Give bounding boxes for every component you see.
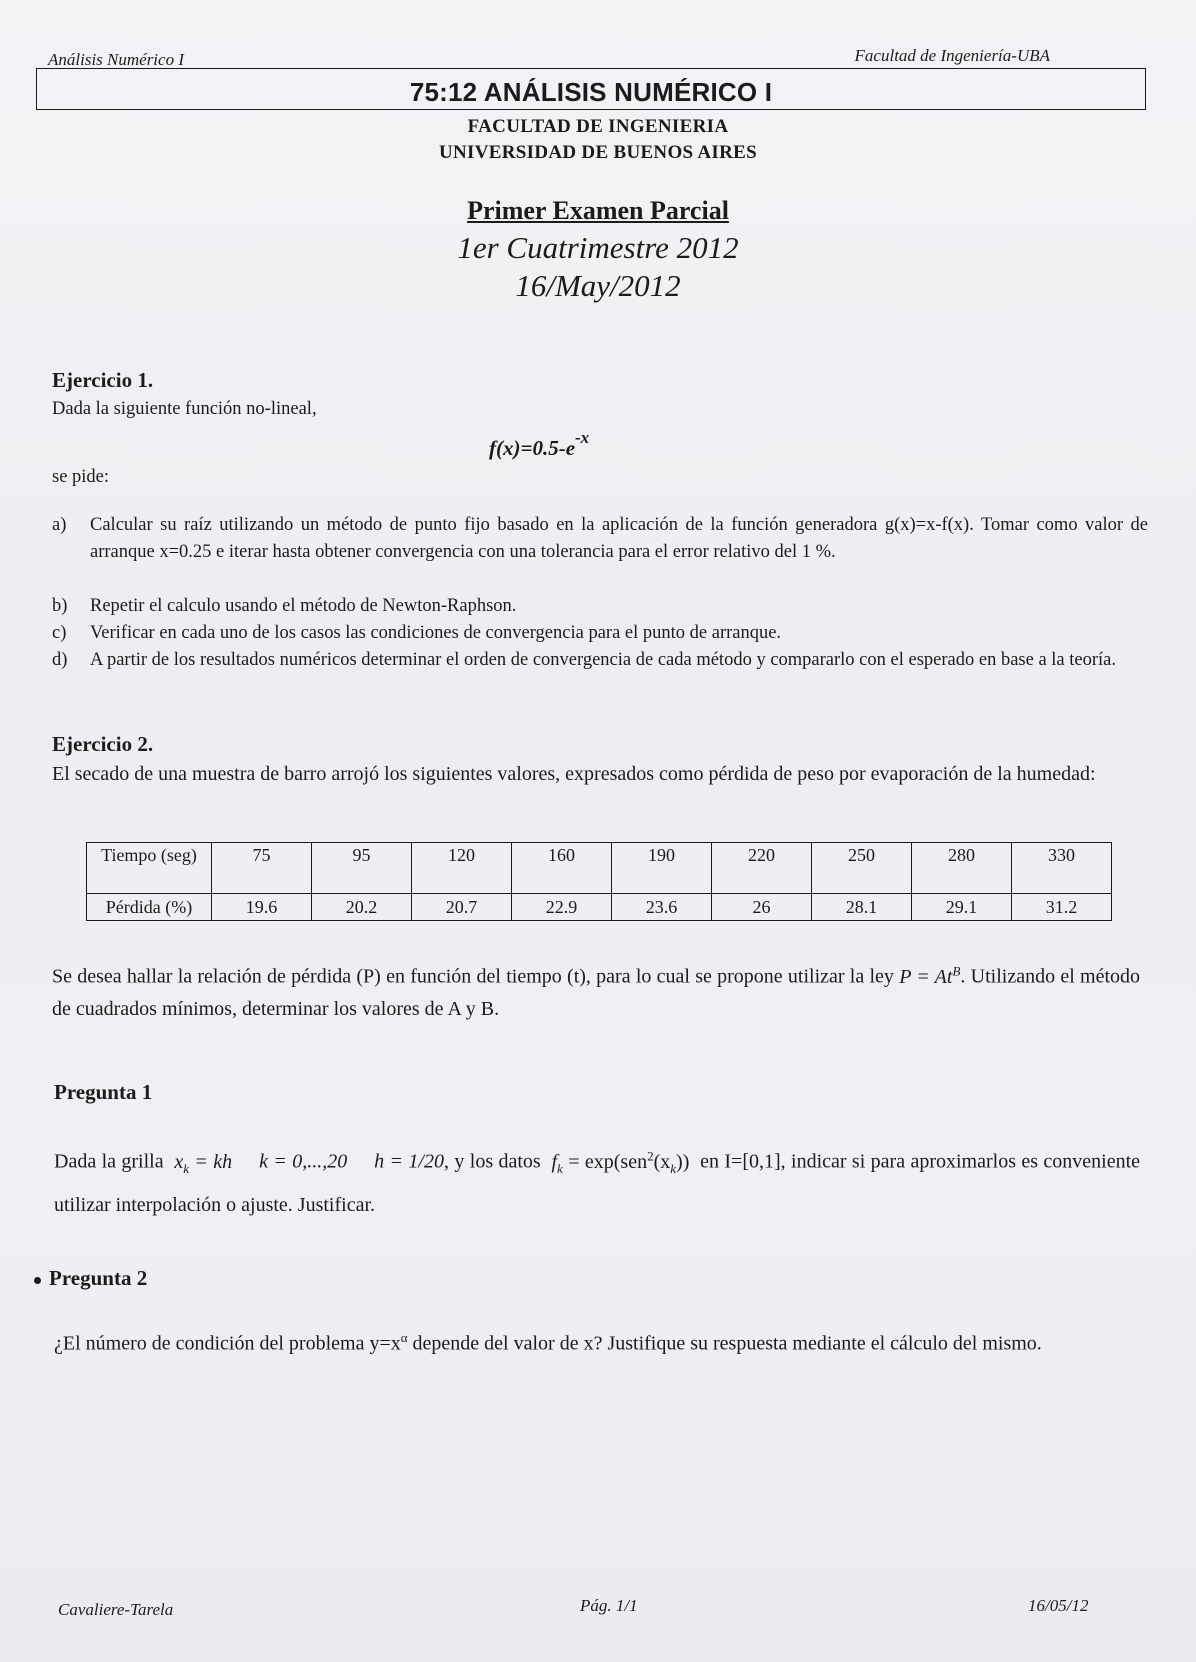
table-cell: 28.1 (812, 894, 912, 921)
p2-text-2: depende del valor de x? Justifique su respuesta mediante el cálculo del mismo. (407, 1332, 1042, 1355)
table-cell: 250 (812, 843, 912, 894)
list-text: Verificar en cada uno de los casos las condiciones de convergencia para el punto de arranque. (90, 623, 782, 643)
table-cell: 29.1 (912, 894, 1012, 921)
p1-text-1: Dada la grilla (54, 1150, 164, 1173)
list-mark: c) (52, 623, 67, 643)
footer-date: 16/05/12 (1028, 1596, 1089, 1615)
pregunta-2-heading: Pregunta 2 (49, 1266, 148, 1290)
ejercicio-2-heading: Ejercicio 2. (52, 732, 154, 756)
table-cell: 23.6 (612, 894, 712, 921)
grid-eq: = kh (189, 1150, 233, 1173)
f-eq: = exp(sen (562, 1150, 648, 1173)
list-mark: d) (52, 650, 68, 670)
exam-term: 1er Cuatrimestre 2012 (457, 230, 739, 265)
footer-authors: Cavaliere-Tarela (58, 1600, 174, 1619)
pregunta-2-heading-row (34, 1266, 147, 1291)
table-header-tiempo: Tiempo (seg) (87, 843, 212, 894)
grid-x: x (174, 1150, 184, 1173)
table-row-perdida (87, 894, 1112, 921)
university-name: UNIVERSIDAD DE BUENOS AIRES (439, 142, 757, 163)
grid-def (174, 1150, 233, 1176)
pregunta-1-text (54, 1138, 1140, 1223)
power-law (899, 963, 961, 988)
list-text: A partir de los resultados numéricos determinar el orden de convergencia de cada método y compararlo con el esperado en base a la teoría. (90, 650, 1116, 670)
table-cell: 220 (712, 843, 812, 894)
data-table (86, 842, 1112, 921)
ejercicio-1-heading: Ejercicio 1. (52, 368, 154, 392)
header-course: Análisis Numérico I (48, 50, 184, 69)
power-law-exponent: B (952, 963, 961, 978)
table-cell: 22.9 (512, 894, 612, 921)
f-close: )) (676, 1150, 690, 1173)
p2-text-1: ¿El número de condición del problema y=x (54, 1332, 401, 1355)
power-law-base: P = At (899, 965, 953, 988)
grid-k: k = 0,...,20 (259, 1150, 348, 1173)
footer-page: Pág. 1/1 (580, 1596, 638, 1615)
table-cell: 26 (712, 894, 812, 921)
exam-date: 16/May/2012 (515, 268, 681, 303)
table-cell: 190 (612, 843, 712, 894)
table-cell: 19.6 (212, 894, 312, 921)
f-sym: f (551, 1150, 558, 1173)
title-box (36, 68, 1146, 110)
list-item-a (52, 512, 1148, 594)
f-sub: k (557, 1160, 563, 1176)
ejercicio-1-pide: se pide: (52, 467, 110, 487)
header-faculty: Facultad de Ingeniería-UBA (854, 46, 1050, 65)
formula-exponent: -x (575, 428, 590, 447)
table-cell: 330 (1012, 843, 1112, 894)
statement-part-2: . Utilizando el método de cuadrados mínimos, determinar los valores de A y B. (52, 965, 1141, 1020)
ejercicio-2-intro: El secado de una muestra de barro arrojó los siguientes valores, expresados como pérdida de peso por evaporación de la humedad: (52, 763, 1096, 785)
pregunta-2-text (54, 1322, 1140, 1360)
ejercicio-2-statement (52, 955, 1140, 1025)
list-item-b (52, 593, 1148, 620)
table-header-perdida: Pérdida (%) (87, 894, 212, 921)
list-item-d (52, 647, 1148, 701)
p1-text-2: , y los datos (444, 1150, 541, 1173)
f-pow: 2 (647, 1148, 654, 1163)
table-cell: 120 (412, 843, 512, 894)
formula-base: f(x)=0.5-e (489, 436, 576, 460)
f-arg: (x (653, 1150, 671, 1173)
table-cell: 31.2 (1012, 894, 1112, 921)
pregunta-1-heading: Pregunta 1 (54, 1080, 153, 1104)
statement-part-1: Se desea hallar la relación de pérdida (P) en función del tiempo (t), para lo cual se propone utilizar la ley (52, 965, 894, 988)
f-arg-sub: k (670, 1160, 677, 1176)
exam-title: Primer Examen Parcial (467, 196, 729, 225)
faculty-name: FACULTAD DE INGENIERIA (467, 116, 729, 137)
table-cell: 75 (212, 843, 312, 894)
list-text: Calcular su raíz utilizando un método de punto fijo basado en la aplicación de la función generadora g(x)=x-f(x). Tomar como valor de arranque x=0.25 e iterar hasta obtener convergencia con una tolerancia para el error relativo del 1 %. (90, 515, 1148, 562)
p1-text-3: en I=[0,1], indicar si para aproximarlos es conveniente utilizar interpolación o ajuste. Justificar. (54, 1150, 1141, 1216)
table-cell: 280 (912, 843, 1012, 894)
ejercicio-1-formula (489, 428, 590, 461)
table-cell: 95 (312, 843, 412, 894)
list-item-c (52, 620, 1148, 647)
course-title: 75:12 ANÁLISIS NUMÉRICO I (409, 77, 773, 107)
table-cell: 20.7 (412, 894, 512, 921)
list-text: Repetir el calculo usando el método de Newton-Raphson. (90, 596, 517, 616)
grid-sub: k (183, 1160, 190, 1176)
ejercicio-1-intro: Dada la siguiente función no-lineal, (52, 399, 317, 419)
grid-h: h = 1/20 (374, 1150, 444, 1173)
alpha-exponent: α (400, 1330, 408, 1345)
list-mark: b) (52, 596, 68, 616)
table-cell: 20.2 (312, 894, 412, 921)
list-mark: a) (52, 515, 67, 535)
table-cell: 160 (512, 843, 612, 894)
table-row-tiempo (87, 843, 1112, 894)
bullet-icon (34, 1277, 41, 1284)
data-def (551, 1148, 690, 1176)
